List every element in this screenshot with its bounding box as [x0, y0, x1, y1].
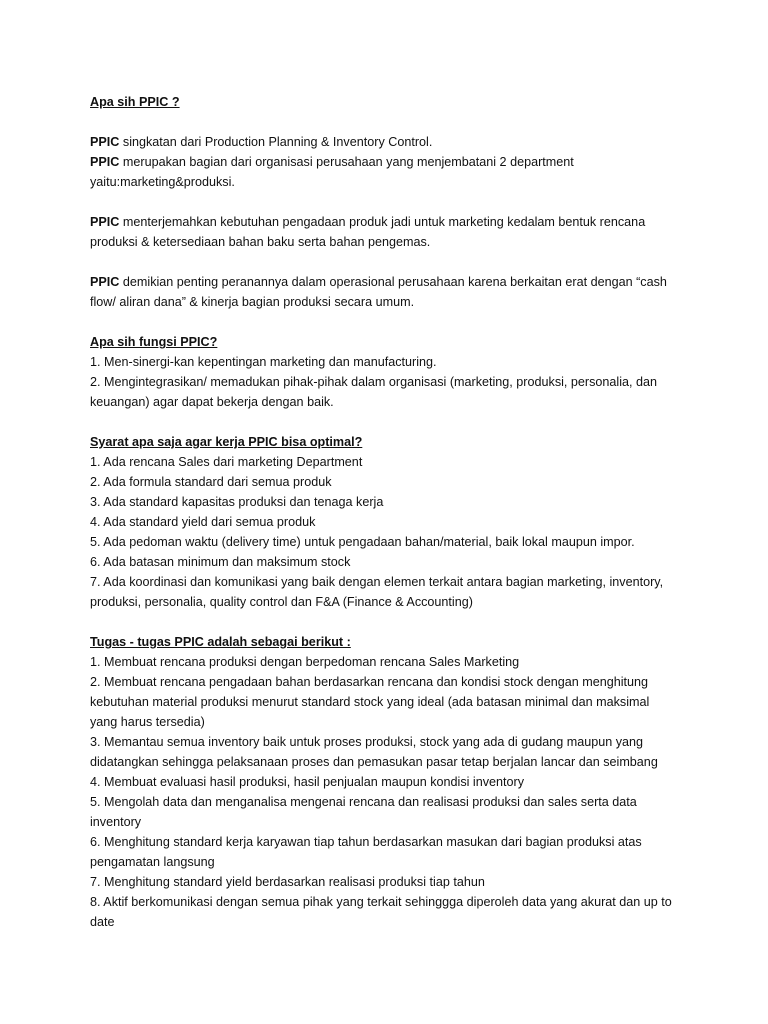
intro-paragraph: [90, 132, 690, 192]
tugas-item: 5. Mengolah data dan menganalisa mengenai rencana dan realisasi produksi dan sales serta data: [90, 795, 637, 809]
spacer: [90, 192, 690, 212]
ppic-term: PPIC: [90, 215, 120, 229]
fungsi-section: [90, 332, 690, 412]
tugas-item: 1. Membuat rencana produksi dengan berpedoman rencana Sales Marketing: [90, 655, 520, 669]
ppic-term: PPIC: [90, 135, 120, 149]
tugas-item: 3. Memantau semua inventory baik untuk proses produksi, stock yang ada di gudang maupun yang: [90, 735, 644, 749]
fungsi-item: 2. Mengintegrasikan/ memadukan pihak-pihak dalam organisasi (marketing, produksi, personalia, dan: [90, 375, 658, 389]
para3-line-1: [90, 272, 690, 292]
tugas-item: yang harus tersedia): [90, 715, 205, 729]
tugas-item: didatangkan sehingga pelaksanaan proses dan pemasukan pasar tetap berjalan lancar dan seimbang: [90, 755, 658, 769]
syarat-item: 5. Ada pedoman waktu (delivery time) untuk pengadaan bahan/material, baik lokal maupun impor.: [90, 535, 635, 549]
fungsi-item: keuangan) agar dapat bekerja dengan baik.: [90, 395, 334, 409]
tugas-item: kebutuhan material produksi menurut standard stock yang ideal (ada batasan minimal dan maksimal: [90, 695, 650, 709]
ppic-term: PPIC: [90, 155, 120, 169]
tugas-item: pengamatan langsung: [90, 855, 215, 869]
fungsi-item: 1. Men-sinergi-kan kepentingan marketing dan manufacturing.: [90, 355, 437, 369]
para2-line-1-text: menterjemahkan kebutuhan pengadaan produk jadi untuk marketing kedalam bentuk rencana: [119, 215, 646, 229]
syarat-item: 1. Ada rencana Sales dari marketing Department: [90, 455, 363, 469]
ppic-term: PPIC: [90, 275, 120, 289]
document-page: [90, 92, 690, 932]
intro-line-3: yaitu:marketing&produksi.: [90, 175, 235, 189]
tugas-item: 7. Menghitung standard yield berdasarkan realisasi produksi tiap tahun: [90, 875, 485, 889]
intro-line-1: [90, 132, 690, 152]
tugas-item: date: [90, 915, 115, 929]
syarat-section: [90, 432, 690, 612]
intro-line-1-text: singkatan dari Production Planning & Inventory Control.: [119, 135, 433, 149]
para3-line-2: flow/ aliran dana” & kinerja bagian produksi secara umum.: [90, 295, 415, 309]
tugas-item: 6. Menghitung standard kerja karyawan tiap tahun berdasarkan masukan dari bagian produksi atas: [90, 835, 642, 849]
tugas-item: 4. Membuat evaluasi hasil produksi, hasil penjualan maupun kondisi inventory: [90, 775, 525, 789]
tugas-heading: Tugas - tugas PPIC adalah sebagai berikut :: [90, 635, 351, 649]
tugas-item: 2. Membuat rencana pengadaan bahan berdasarkan rencana dan kondisi stock dengan menghitung: [90, 675, 649, 689]
fungsi-heading: Apa sih fungsi PPIC?: [90, 335, 218, 349]
paragraph-2: [90, 212, 690, 252]
spacer: [90, 252, 690, 272]
syarat-item: 6. Ada batasan minimum dan maksimum stock: [90, 555, 351, 569]
syarat-item: 4. Ada standard yield dari semua produk: [90, 515, 316, 529]
spacer: [90, 112, 690, 132]
paragraph-3: [90, 272, 690, 312]
syarat-heading: Syarat apa saja agar kerja PPIC bisa optimal?: [90, 435, 363, 449]
spacer: [90, 312, 690, 332]
para2-line-2: produksi & ketersediaan bahan baku serta bahan pengemas.: [90, 235, 431, 249]
tugas-item: inventory: [90, 815, 142, 829]
tugas-section: [90, 632, 690, 932]
para2-line-1: [90, 212, 690, 232]
spacer: [90, 612, 690, 632]
spacer: [90, 412, 690, 432]
intro-line-2-text: merupakan bagian dari organisasi perusahaan yang menjembatani 2 department: [119, 155, 574, 169]
para3-line-1-text: demikian penting peranannya dalam operasional perusahaan karena berkaitan erat dengan “cash: [119, 275, 667, 289]
intro-line-2: [90, 152, 690, 172]
document-title: Apa sih PPIC ?: [90, 95, 180, 109]
tugas-item: 8. Aktif berkomunikasi dengan semua pihak yang terkait sehinggga diperoleh data yang akurat dan up to: [90, 895, 672, 909]
syarat-item: 7. Ada koordinasi dan komunikasi yang baik dengan elemen terkait antara bagian marketing, inventory,: [90, 575, 664, 589]
syarat-item: 3. Ada standard kapasitas produksi dan tenaga kerja: [90, 495, 384, 509]
syarat-item: produksi, personalia, quality control dan F&A (Finance & Accounting): [90, 595, 473, 609]
syarat-item: 2. Ada formula standard dari semua produk: [90, 475, 332, 489]
